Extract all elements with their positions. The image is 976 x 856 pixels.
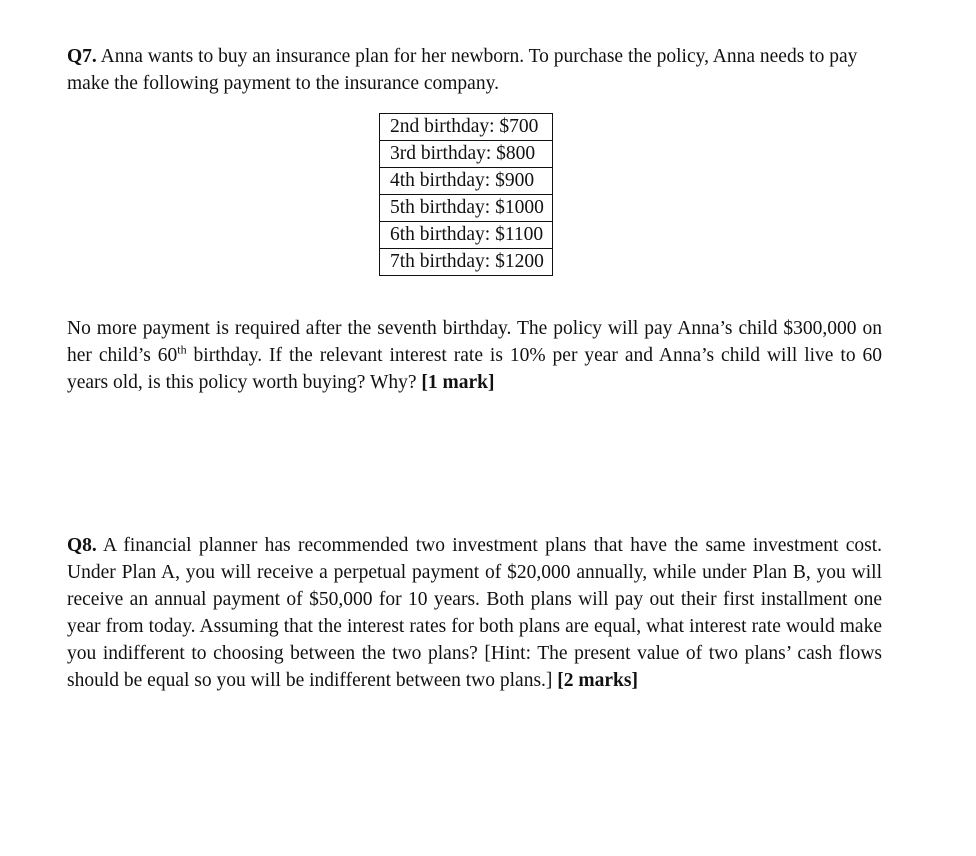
payment-cell: 7th birthday: $1200 bbox=[380, 249, 553, 276]
q7-marks: [1 mark] bbox=[421, 372, 495, 393]
q7-intro-text: Anna wants to buy an insurance plan for her newborn. To purchase the policy, Anna needs to pay make the following payment to the insurance company. bbox=[67, 46, 858, 94]
payment-cell: 6th birthday: $1100 bbox=[380, 222, 553, 249]
q7-intro-paragraph bbox=[67, 43, 882, 97]
payment-schedule-table bbox=[379, 113, 553, 276]
q7-label: Q7. bbox=[67, 46, 97, 67]
q8-label: Q8. bbox=[67, 535, 97, 556]
table-row bbox=[380, 141, 553, 168]
payment-cell: 3rd birthday: $800 bbox=[380, 141, 553, 168]
q7-body-text-2: birthday. If the relevant interest rate is 10% per year and Anna’s child will live to 60 years old, is this policy worth buying? Why? bbox=[67, 345, 882, 393]
table-row bbox=[380, 249, 553, 276]
q8-paragraph bbox=[67, 532, 882, 694]
payment-cell: 5th birthday: $1000 bbox=[380, 195, 553, 222]
q7-body-text-1: No more payment is required after the seventh birthday. The policy will pay Anna’s child $300,000 on her child’s 60 bbox=[67, 318, 882, 366]
table-row bbox=[380, 222, 553, 249]
table-row bbox=[380, 195, 553, 222]
q7-superscript: th bbox=[177, 342, 187, 357]
table-row bbox=[380, 168, 553, 195]
payment-cell: 2nd birthday: $700 bbox=[380, 114, 553, 141]
payment-cell: 4th birthday: $900 bbox=[380, 168, 553, 195]
q8-text: A financial planner has recommended two investment plans that have the same investment cost. Under Plan A, you will receive a perpetual payment of $20,000 annually, while under Plan B, you will receive an annual payment of $50,000 for 10 years. Both plans will pay out their first installment one year from today. Assuming that the interest rates for both plans are equal, what interest rate would make you indifferent to choosing between the two plans? [Hint: The present value of two plans’ cash flows should be equal so you will be indifferent between two plans.] bbox=[67, 535, 882, 691]
q7-body-paragraph bbox=[67, 315, 882, 396]
q8-marks: [2 marks] bbox=[557, 670, 638, 691]
table-row bbox=[380, 114, 553, 141]
